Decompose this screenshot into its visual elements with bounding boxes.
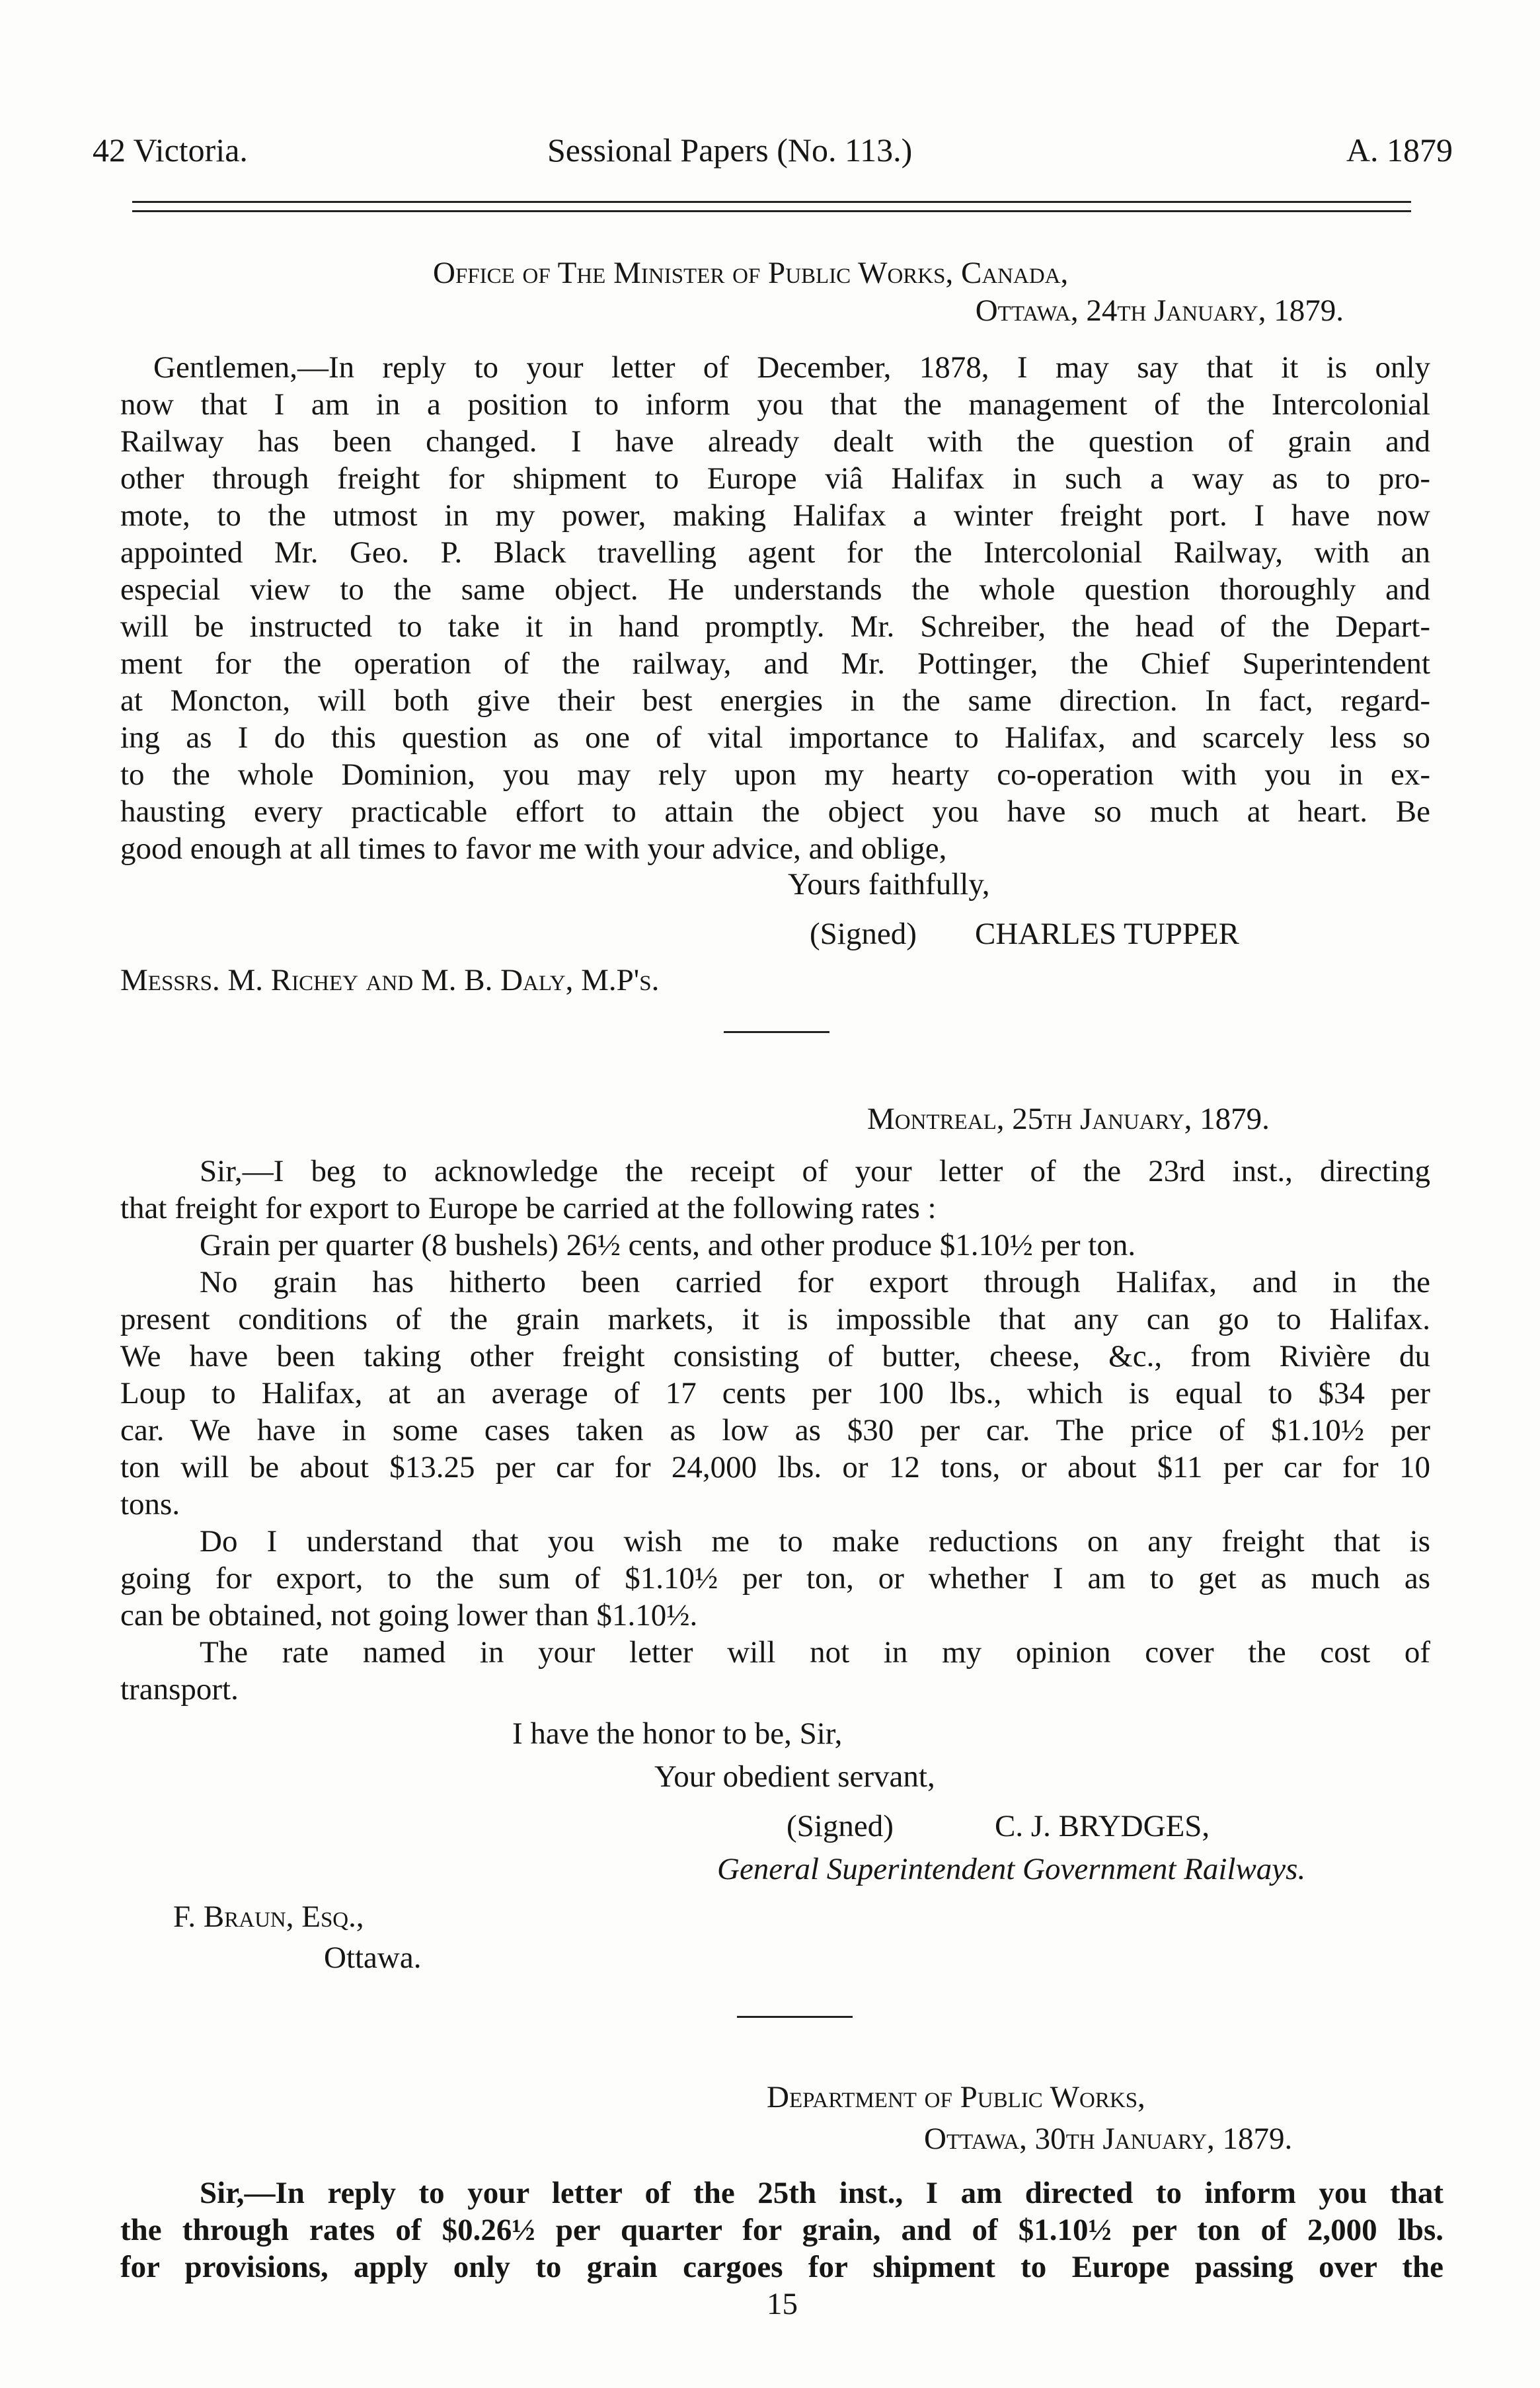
letter2-signer: C. J. BRYDGES, [995, 1809, 1210, 1843]
letter1-line-6: appointed Mr. Geo. P. Black travelling agent for the Intercolonial Railway, with an [120, 535, 1430, 570]
separator-1 [724, 1031, 829, 1033]
letter1-line-5: mote, to the utmost in my power, making Halifax a winter freight port. I have now [120, 498, 1430, 533]
letter2-signed: (Signed) [787, 1809, 894, 1843]
header-rule-bottom [132, 210, 1411, 212]
letter2-line-5: present conditions of the grain markets, it is impossible that any can go to Halifax. [120, 1302, 1430, 1336]
running-header [85, 131, 1453, 177]
header-rule-top [132, 201, 1411, 203]
letter2-line-11: Do I understand that you wish me to make reductions on any freight that is [200, 1524, 1430, 1559]
letter1-line-3: Railway has been changed. I have already dealt with the question of grain and [120, 424, 1430, 459]
letter2-line-10: tons. [120, 1487, 180, 1521]
letter1-closing: Yours faithfully, [788, 867, 990, 902]
page-number: 15 [767, 2287, 798, 2321]
letter1-line-2: now that I am in a position to inform you that the management of the Intercolonial [120, 387, 1430, 422]
letter2-addressee-2: Ottawa. [324, 1941, 422, 1975]
letter3-dept-line: Department of Public Works, [767, 2080, 1145, 2114]
letter1-line-1: Gentlemen,—In reply to your letter of December, 1878, I may say that it is only [153, 350, 1430, 385]
letter1-line-11: ing as I do this question as one of vital importance to Halifax, and scarcely less so [120, 720, 1430, 755]
letter1-line-12: to the whole Dominion, you may rely upon my hearty co-operation with you in ex- [120, 757, 1430, 792]
letter2-line-3: Grain per quarter (8 bushels) 26½ cents, and other produce $1.10½ per ton. [200, 1228, 1136, 1262]
letter1-line-13: hausting every practicable effort to attain the object you have so much at heart. Be [120, 794, 1430, 829]
letter2-line-1: Sir,—I beg to acknowledge the receipt of your letter of the 23rd inst., directing [200, 1154, 1430, 1188]
letter2-line-6: We have been taking other freight consisting of butter, cheese, &c., from Rivière du [120, 1339, 1430, 1373]
letter1-line-10: at Moncton, will both give their best energies in the same direction. In fact, regard- [120, 683, 1430, 718]
letter1-line-8: will be instructed to take it in hand promptly. Mr. Schreiber, the head of the Depart- [120, 609, 1430, 644]
letter2-closing-1: I have the honor to be, Sir, [512, 1716, 843, 1751]
letter1-signed: (Signed) [810, 917, 917, 951]
letter3-line-3: for provisions, apply only to grain cargoes for shipment to Europe passing over the [120, 2250, 1444, 2284]
letter2-line-2: that freight for export to Europe be carried at the following rates : [120, 1191, 937, 1225]
header-center: Sessional Papers (No. 113.) [547, 132, 913, 169]
separator-2 [737, 2016, 853, 2018]
letter1-line-4: other through freight for shipment to Europe viâ Halifax in such a way as to pro- [120, 461, 1430, 496]
letter3-line-1: Sir,—In reply to your letter of the 25th inst., I am directed to inform you that [200, 2176, 1444, 2210]
letter2-line-8: car. We have in some cases taken as low as $30 per car. The price of $1.10½ per [120, 1413, 1430, 1447]
letter2-line-15: transport. [120, 1672, 239, 1707]
letter3-line-2: the through rates of $0.26½ per quarter for grain, and of $1.10½ per ton of 2,000 lbs. [120, 2213, 1444, 2247]
header-right: A. 1879 [1346, 132, 1453, 169]
letter1-line-7: especial view to the same object. He understands the whole question thoroughly and [120, 572, 1430, 607]
letter2-addressee-1: F. Braun, Esq., [173, 1900, 364, 1934]
letter2-line-7: Loup to Halifax, at an average of 17 cents per 100 lbs., which is equal to $34 per [120, 1376, 1430, 1410]
letter1-signer: CHARLES TUPPER [975, 917, 1240, 951]
letter2-line-9: ton will be about $13.25 per car for 24,000 lbs. or 12 tons, or about $11 per car for 10 [120, 1450, 1430, 1484]
letter2-line-4: No grain has hitherto been carried for export through Halifax, and in the [200, 1265, 1430, 1299]
letter2-date-line: Montreal, 25th January, 1879. [867, 1102, 1270, 1136]
letter2-line-14: The rate named in your letter will not in my opinion cover the cost of [200, 1635, 1430, 1670]
letter2-signer-title: General Superintendent Government Railways. [717, 1852, 1306, 1886]
letter3-date-line: Ottawa, 30th January, 1879. [924, 2122, 1293, 2156]
letter2-line-13: can be obtained, not going lower than $1.10½. [120, 1598, 698, 1633]
letter1-date-line: Ottawa, 24th January, 1879. [975, 293, 1344, 328]
header-left: 42 Victoria. [93, 132, 248, 169]
letter2-line-12: going for export, to the sum of $1.10½ per ton, or whether I am to get as much as [120, 1561, 1430, 1596]
letter2-closing-2: Your obedient servant, [654, 1759, 935, 1794]
letter1-addressee: Messrs. M. Richey and M. B. Daly, M.P's. [120, 963, 660, 997]
letter1-office-line: Office of The Minister of Public Works, Canada, [433, 256, 1069, 290]
letter1-line-14: good enough at all times to favor me with your advice, and oblige, [120, 831, 947, 866]
letter1-line-9: ment for the operation of the railway, and Mr. Pottinger, the Chief Superintendent [120, 646, 1430, 681]
